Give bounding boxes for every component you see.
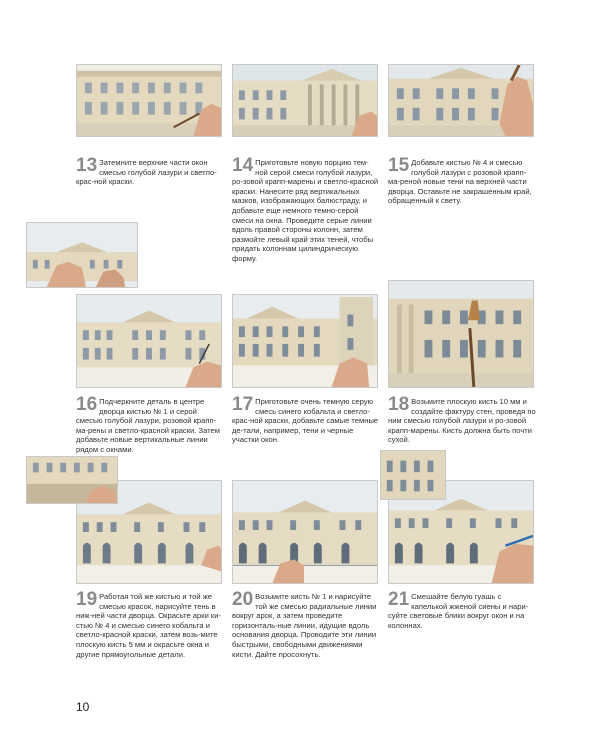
step-number: 13 — [76, 155, 98, 176]
step-15 — [388, 155, 536, 206]
step-number: 18 — [388, 394, 410, 415]
page-number: 10 — [76, 700, 90, 714]
step-21 — [388, 589, 536, 630]
step-text: Приготовьте очень темную серую смесь синего кобальта и светло-крас-ной краски, добавьте самые темные де-тали, например, тени и черные участки окон. — [232, 397, 379, 445]
step-number: 14 — [232, 155, 254, 176]
step-text: Смешайте белую гуашь с капелькой жженой сиены и нари-суйте световые блики вокруг окон и на колоннах. — [388, 592, 529, 630]
step-17 — [232, 394, 380, 445]
step-13 — [76, 155, 224, 187]
step-number: 19 — [76, 589, 98, 610]
step-16-detail-photo — [26, 222, 138, 288]
step-19-detail-photo — [26, 456, 118, 504]
step-number: 16 — [76, 394, 98, 415]
step-14 — [232, 155, 380, 264]
step-16-photo — [76, 294, 222, 388]
step-number: 15 — [388, 155, 410, 176]
step-13-photo — [76, 64, 222, 137]
step-14-photo — [232, 64, 378, 137]
step-text: Возьмите кисть № 1 и нарисуйте той же смесью радиальные линии вокруг арок, а затем проведите горизонталь-ные линии, идущие вдоль основания дворца. Проводите эти линии быстрыми, свободными движениями кисти. Дайте просохнуть. — [232, 592, 377, 659]
step-16 — [76, 394, 224, 455]
step-text: Подчеркните деталь в центре дворца кистью № 1 и серой смесью голубой лазури, розовой крапп-ма-рены и светло-красной краски. Затем добавьте новые вертикальные линии рядом с окнами. — [76, 397, 220, 454]
step-text: Работая той же кистью и той же смесью красок, нарисуйте тень в ниж-ней части дворца. Окрасьте арки ки-стью № 4 и смесью синего кобальта и светло-красной краски, затем возь-мите плоскую кисть 5 мм и окрасьте окна и другие прямоугольные детали. — [76, 592, 222, 659]
step-20 — [232, 589, 380, 659]
step-21-detail-photo — [380, 450, 446, 500]
step-text: Затемните верхние части окон смесью голубой лазури и светло-крас-ной краски. — [76, 158, 217, 187]
step-19 — [76, 589, 224, 659]
step-number: 21 — [388, 589, 410, 610]
step-15-photo — [388, 64, 534, 137]
step-18 — [388, 394, 536, 445]
step-17-photo — [232, 294, 378, 388]
step-text: Приготовьте новую порцию тем-ной серой смеси голубой лазури, ро-зовой крапп-марены и светло-красной краски. Нанесите ряд вертикальных мазков, изображающих балюстраду, и добавьте еще немного темно-серой смеси на окна. Проведите серые линии вдоль правой стороны колонн, затем размойте левый край этих теней, чтобы придать колоннам цилиндрическую форму. — [232, 158, 379, 263]
step-number: 20 — [232, 589, 254, 610]
step-18-photo — [388, 280, 534, 388]
step-number: 17 — [232, 394, 254, 415]
step-text: Добавьте кистью № 4 и смесью голубой лазури с розовой крапп-ма-реной новые тени на верхней части дворца. Оставьте не закрашенным край, обращенный к свету. — [388, 158, 532, 206]
step-20-photo — [232, 480, 378, 584]
step-text: Возьмите плоскую кисть 10 мм и создайте фактуру стен, проведя по ним смесью голубой лазури и ро-зовой крапп-марены. Кисть должна быть почти сухой. — [388, 397, 536, 445]
